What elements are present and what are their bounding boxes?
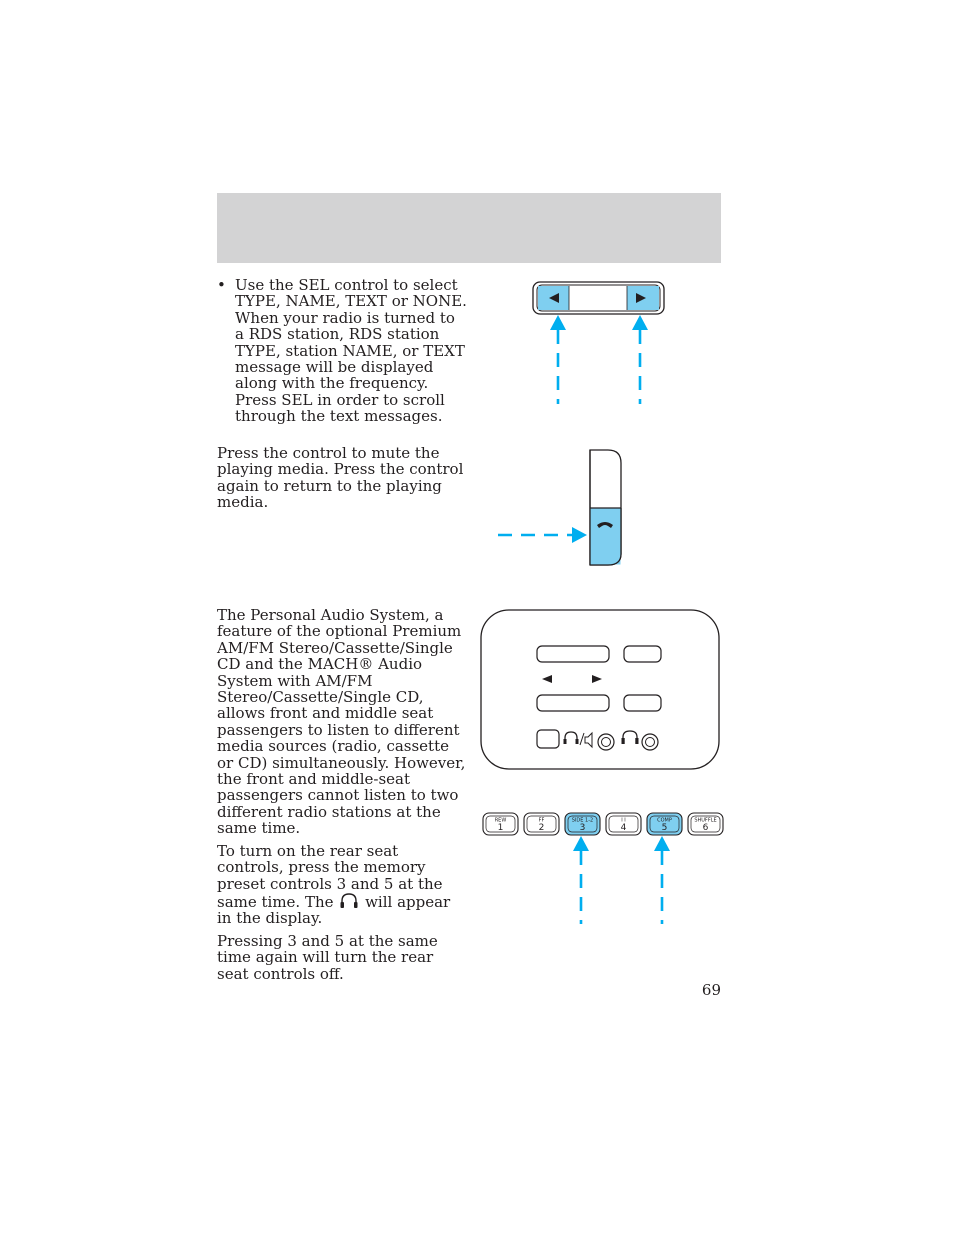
preset-3-arrowhead — [573, 836, 589, 851]
preset-buttons-illustration — [480, 810, 725, 930]
panel-small-button-bottom — [624, 695, 661, 711]
preset-number-label: 4 — [620, 823, 627, 833]
preset-number-label: 6 — [702, 823, 709, 833]
pas-paragraph-2-end: will appear in the display. — [217, 892, 451, 928]
preset-number-label: 3 — [579, 823, 586, 833]
panel-square-button — [537, 730, 559, 748]
sel-left-arrowhead — [550, 315, 566, 330]
rear-seat-control-panel — [480, 609, 722, 773]
pas-paragraph-3: Pressing 3 and 5 at the same time again will turn the rear seat controls off. — [217, 931, 438, 983]
preset-button-3 — [565, 813, 600, 835]
preset-top-label: SHUFFLE — [694, 817, 717, 824]
pas-paragraph-1: The Personal Audio System, a feature of the optional Premium AM/FM Stereo/Cassette/Single CD and the MACH® Audio System with AM/FM Stereo/Cassette/Single CD, allows front and middle seat passengers to listen to different media sources (radio, cassette or CD) simultaneously. However, the front and middle-seat passengers cannot listen to two different radio stations at the same time. — [217, 606, 466, 838]
sel-bullet-text: Use the SEL control to select TYPE, NAME, TEXT or NONE. When your radio is turned to a RDS station, RDS station TYPE, station NAME, or TEXT message will be displayed along with the frequency. Press SEL in order to scroll through the text messages. — [235, 276, 467, 426]
sel-control-illustration — [530, 280, 670, 410]
preset-5-arrowhead — [654, 836, 670, 851]
panel-wide-button-bottom — [537, 695, 609, 711]
mute-paragraph: Press the control to mute the playing media. Press the control again to return to the playing media. — [217, 444, 464, 512]
preset-button-2 — [524, 813, 559, 835]
mute-arrowhead — [572, 527, 587, 543]
pas-paragraph-2 — [217, 843, 469, 927]
mute-button — [591, 508, 621, 565]
panel-small-button-top — [624, 646, 661, 662]
preset-number-label: 1 — [497, 823, 504, 833]
panel-wide-button-top — [537, 646, 609, 662]
preset-number-label: 2 — [538, 823, 545, 833]
preset-top-label: COMP — [657, 817, 672, 824]
mute-control-illustration — [495, 448, 625, 568]
preset-top-label: SIDE 1-2 — [571, 817, 594, 824]
headphone-jack-2 — [642, 734, 658, 750]
header-band — [217, 193, 721, 263]
page-number: 69 — [701, 981, 721, 999]
preset-button-5 — [647, 813, 682, 835]
pas-text-block — [217, 607, 469, 988]
pas-paragraph-2-start: To turn on the rear seat controls, press the memory preset controls 3 and 5 at the same time. The — [217, 841, 443, 911]
preset-button-4 — [606, 813, 641, 835]
preset-top-label: FF — [538, 817, 545, 824]
headphones-icon — [338, 892, 360, 910]
preset-button-1 — [483, 813, 518, 835]
preset-number-label: 5 — [661, 823, 668, 833]
preset-top-label: I I — [621, 817, 626, 824]
bullet-dot: • — [217, 276, 226, 294]
preset-top-label: REW — [494, 817, 507, 824]
sel-bullet-item — [217, 277, 467, 425]
sel-right-arrowhead — [632, 315, 648, 330]
preset-button-6 — [688, 813, 723, 835]
headphone-jack-1 — [598, 734, 614, 750]
